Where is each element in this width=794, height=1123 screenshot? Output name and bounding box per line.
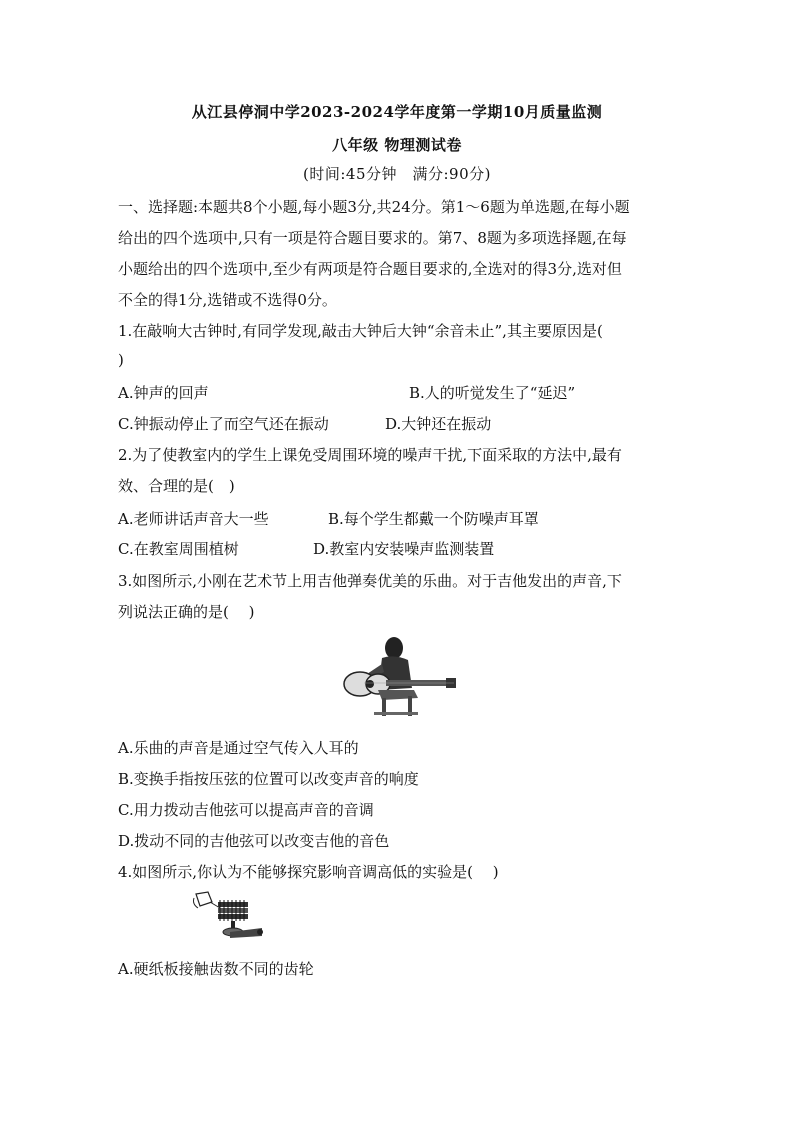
- question-stem: ): [118, 351, 124, 369]
- question-stem: 列说法正确的是( ): [118, 603, 255, 621]
- option-b: B.人的听觉发生了“延迟”: [409, 384, 576, 402]
- option-d: D.教室内安装噪声监测装置: [313, 540, 495, 558]
- question-stem: 2.为了使教室内的学生上课免受周围环境的噪声干扰,下面采取的方法中,最有: [118, 446, 622, 464]
- instruction-line: 小题给出的四个选项中,至少有两项是符合题目要求的,全选对的得3分,选对但: [118, 260, 622, 278]
- gear-experiment-figure: [190, 888, 264, 944]
- option-d: D.拨动不同的吉他弦可以改变吉他的音色: [118, 832, 390, 850]
- question-stem: 3.如图所示,小刚在艺术节上用吉他弹奏优美的乐曲。对于吉他发出的声音,下: [118, 572, 622, 590]
- option-a: A.乐曲的声音是通过空气传入人耳的: [118, 739, 359, 757]
- instruction-line: 一、选择题:本题共8个小题,每小题3分,共24分。第1～6题为单选题,在每小题: [118, 198, 630, 216]
- question-stem: 4.如图所示,你认为不能够探究影响音调高低的实验是( ): [118, 863, 499, 881]
- guitar-player-figure: [338, 634, 460, 718]
- option-c: C.在教室周围植树: [118, 540, 239, 558]
- option-d: D.大钟还在振动: [385, 415, 492, 433]
- option-b: B.变换手指按压弦的位置可以改变声音的响度: [118, 770, 419, 788]
- exam-title: 从江县停洞中学2023-2024学年度第一学期10月质量监测: [191, 103, 603, 121]
- instruction-line: 给出的四个选项中,只有一项是符合题目要求的。第7、8题为多项选择题,在每: [118, 229, 627, 247]
- option-c: C.钟振动停止了而空气还在振动: [118, 415, 329, 433]
- option-c: C.用力拨动吉他弦可以提高声音的音调: [118, 801, 374, 819]
- option-a: A.硬纸板接触齿数不同的齿轮: [118, 960, 314, 978]
- question-stem: 1.在敲响大古钟时,有同学发现,敲击大钟后大钟“余音未止”,其主要原因是(: [118, 322, 603, 340]
- option-a: A.老师讲话声音大一些: [118, 510, 269, 528]
- option-b: B.每个学生都戴一个防噪声耳罩: [328, 510, 539, 528]
- exam-subtitle: 八年级 物理测试卷: [332, 136, 462, 154]
- question-stem: 效、合理的是( ): [118, 477, 235, 495]
- option-a: A.钟声的回声: [118, 384, 209, 402]
- exam-meta: (时间:45分钟 满分:90分): [303, 165, 491, 183]
- instruction-line: 不全的得1分,选错或不选得0分。: [118, 291, 337, 309]
